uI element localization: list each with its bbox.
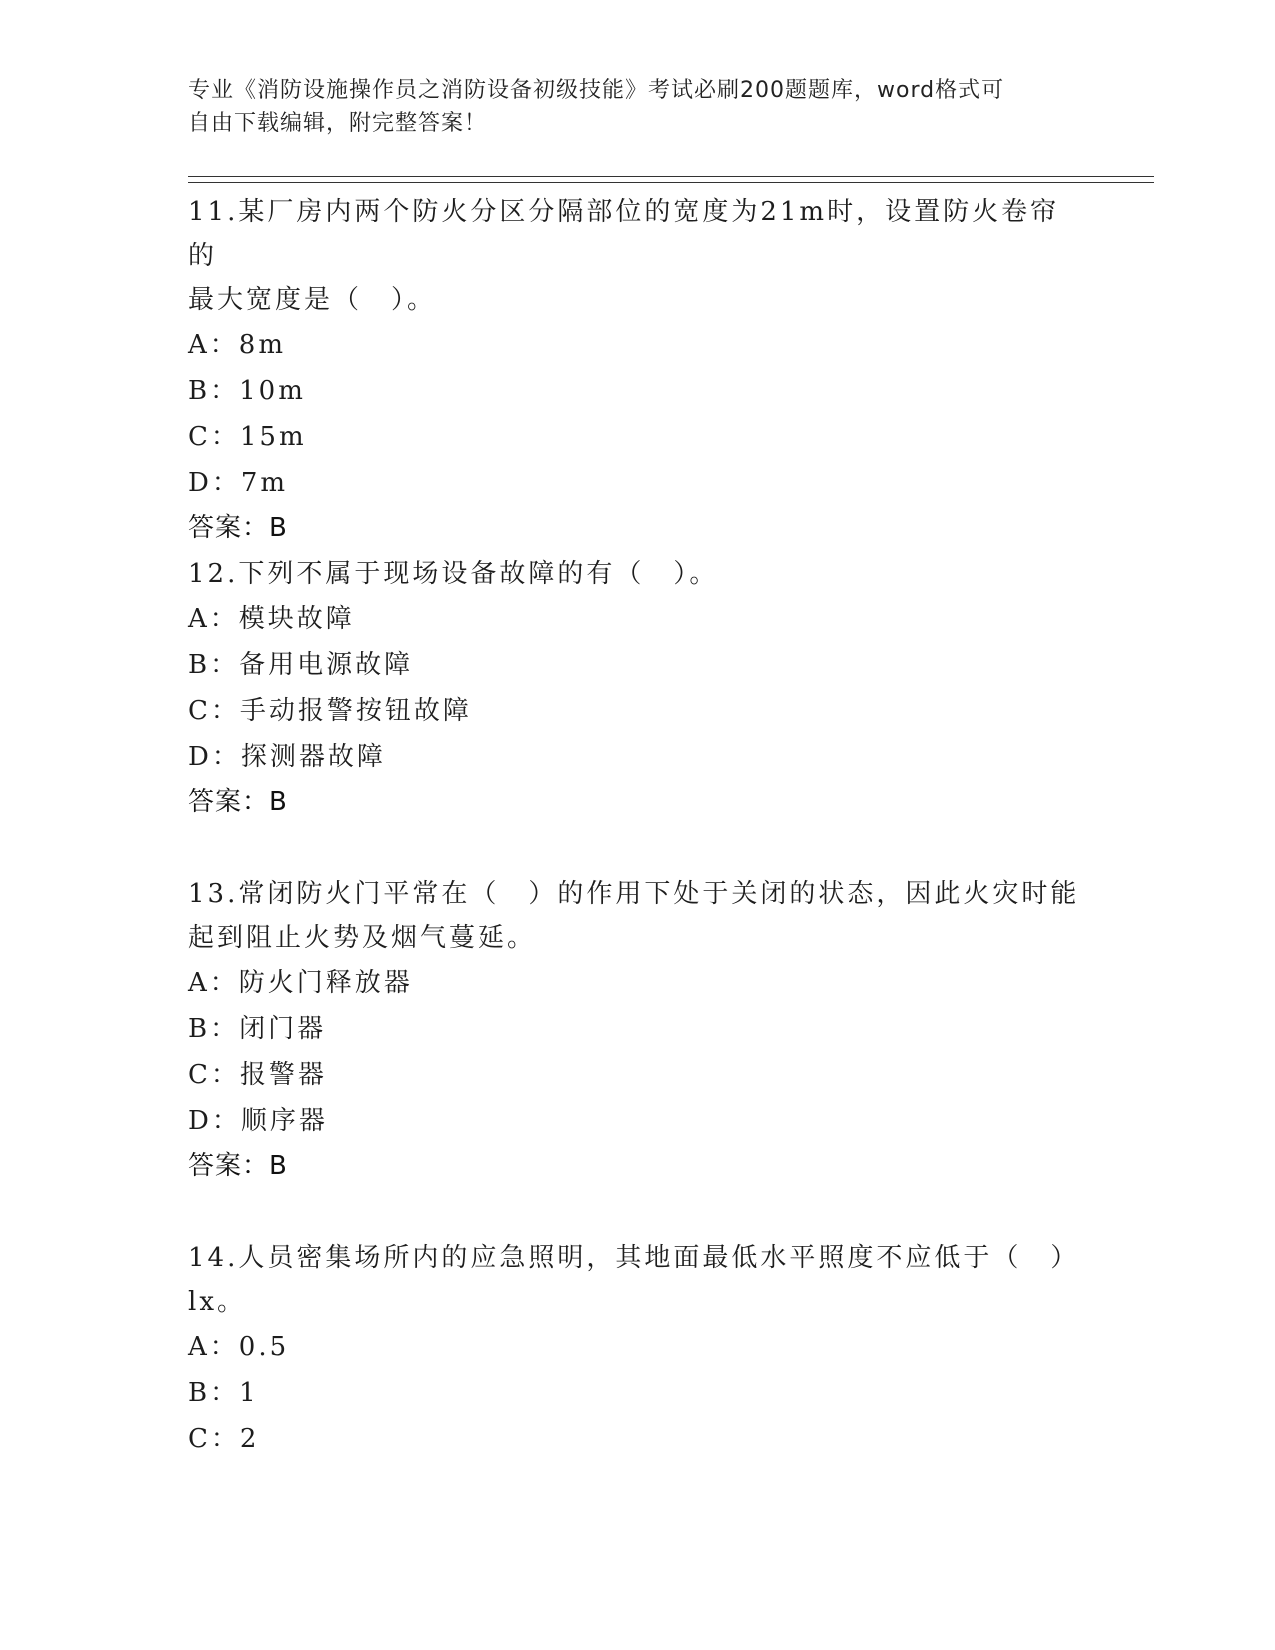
question-text-line-1: 13.常闭防火门平常在（ ）的作用下处于关闭的状态，因此火灾时能: [188, 879, 1080, 909]
option-c: C：报警器: [188, 1060, 327, 1090]
answer-label: 答案：B: [188, 1151, 288, 1181]
option-d: D：探测器故障: [188, 742, 386, 772]
option-a: A：8m: [188, 330, 286, 360]
option-b: B：10m: [188, 376, 306, 406]
header-divider-bottom: [188, 182, 1154, 183]
option-b: B：备用电源故障: [188, 650, 414, 680]
question-text-line-1: 12.下列不属于现场设备故障的有（ ）。: [188, 559, 719, 589]
question-text-line-2: 起到阻止火势及烟气蔓延。: [188, 923, 537, 953]
document-header: [188, 74, 1088, 140]
question-text-line-2: lx。: [188, 1287, 246, 1317]
header-line-2: 自由下载编辑，附完整答案！: [188, 111, 488, 136]
option-b: B：1: [188, 1378, 259, 1408]
answer-label: 答案：B: [188, 787, 288, 817]
option-a: A：模块故障: [188, 604, 355, 634]
answer-label: 答案：B: [188, 513, 288, 543]
question-text-line-2: 最大宽度是（ ）。: [188, 285, 437, 315]
option-a: A：防火门释放器: [188, 968, 413, 998]
question-text-line-1: 14.人员密集场所内的应急照明，其地面最低水平照度不应低于（ ）: [188, 1243, 1080, 1273]
option-c: C：15m: [188, 422, 307, 452]
option-c: C：手动报警按钮故障: [188, 696, 472, 726]
question-12: [188, 552, 1088, 824]
option-d: D：7m: [188, 468, 289, 498]
option-d: D：顺序器: [188, 1106, 328, 1136]
option-a: A：0.5: [188, 1332, 290, 1362]
option-c: C：2: [188, 1424, 260, 1454]
question-14: [188, 1236, 1088, 1462]
option-b: B：闭门器: [188, 1014, 327, 1044]
question-13: [188, 872, 1088, 1188]
header-divider-top: [188, 176, 1154, 177]
question-text-line-1: 11.某厂房内两个防火分区分隔部位的宽度为21m时，设置防火卷帘的: [188, 197, 1060, 271]
question-11: [188, 190, 1088, 550]
header-line-1: 专业《消防设施操作员之消防设备初级技能》考试必刷200题题库，word格式可: [188, 78, 1005, 103]
